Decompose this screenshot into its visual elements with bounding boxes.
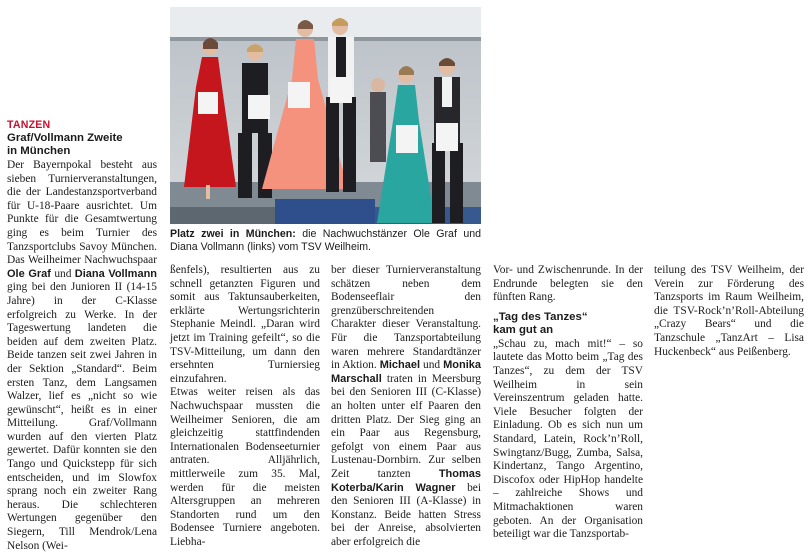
article-column-5: [654, 264, 804, 359]
article-column-2: [170, 264, 320, 549]
col2-paragraph-1: ßenfels), resultierten aus zu schnell getanzten Figuren und somit aus Taktunsauberkeiten, erklärte Wertungsrichterin Stephanie Meindl. „Daran wird jetzt im Training gefeilt“, so die TSV-Mitteilung, um dann den ersehnten Turniersieg einzufahren.: [170, 264, 320, 385]
col3-text-a: ber dieser Turnierveranstaltung schätzen neben dem Bodenseeflair den grenzüberschreitenden Charakter dieser Veranstaltung. Für die Tanzsportabteilung waren mehrere Standardtänzer in Aktion.: [331, 264, 481, 372]
headline-line-2: in München: [7, 145, 71, 157]
col3-text-d: bei den Senioren III (A-Klasse) in Konstanz. Beide hatten Stress bei der Anreise, absolvierten aber erfolgreich die: [331, 481, 481, 548]
article-column-4: [493, 264, 643, 542]
col4-paragraph-1: Vor- und Zwischenrunde. In der Endrunde belegten sie den fünften Rang.: [493, 264, 643, 304]
caption-text: die Nachwuchstänzer Ole Graf und Diana Vollmann (links) vom TSV Weilheim.: [170, 228, 481, 254]
subheadline-line-1: „Tag des Tanzes“: [493, 310, 588, 323]
name-koterba-wagner: Thomas Koterba/Karin Wagner: [331, 467, 481, 494]
col1-text-c: ging bei den Junioren II (14-15 Jahre) in der C-Klasse erfolgreich zu Werke. In der Tageswertung landeten die beiden auf dem zweiten Platz. Beide tanzen seit zwei Jahren in der Sektion „Standard“. Beim ersten Tanz, dem Langsamen Walzer, lief es „nicht so wie gewünscht“, heißt es in einer Mitteilung. Graf/Vollmann wurden auf den vierten Platz gewertet. Dafür konnten sie den Tango und Quickstepp für sich entscheiden, und im Slowfox sprang noch ein zweiter Rang heraus. Die schlechteren Wertungen gegenüber den Siegern, Till Mendrok/Lena Nelson (Wei-: [7, 281, 157, 552]
name-diana-vollmann: Diana Vollmann: [74, 267, 158, 280]
col3-paragraph: [331, 264, 481, 549]
article-column-3: [331, 264, 481, 549]
col1-text-b: und: [50, 267, 75, 280]
subheadline-line-2: kam gut an: [493, 323, 554, 336]
name-monika-marschall: Monika Marschall: [331, 359, 481, 385]
caption-bold: Platz zwei in München:: [170, 228, 296, 240]
article-kicker: TANZEN: [7, 119, 51, 131]
dancers-photo-illustration: [170, 7, 481, 224]
photo-caption: [170, 228, 481, 254]
col3-text-b: und: [420, 359, 444, 372]
headline-line-1: Graf/Vollmann Zweite: [7, 132, 123, 144]
col2-paragraph-2: Etwas weiter reisen als das Nachwuchspaar mussten die Weilheimer Senioren, die am gleichzeitig stattfindenden Internationalen Bodenseeturnier antraten. Alljährlich, mittlerweile zum 35. Mal, werden für die meisten Altersgruppen an mehreren Standorten rund um den Bodensee Turniere angeboten. Liebha-: [170, 386, 320, 548]
col1-paragraph: [7, 159, 157, 553]
col1-text-a: Der Bayernpokal besteht aus sieben Turnierveranstaltungen, die der Landestanzsportverband für U-18-Paare ausrichtet. Um Punkte für die Gesamtwertung ging es beim Turnier des Tanzsportclubs Savoy München. Das Weilheimer Nachwuchspaar: [7, 159, 157, 267]
col5-paragraph: teilung des TSV Weilheim, der Verein zur Förderung des Tanzsports im Raum Weilheim, die TSV-Rock’n’Roll-Abteilung „Crazy Bears“ und die Tanzschule „TanzArt – Lisa Huckenbeck“ aus Peißenberg.: [654, 264, 804, 358]
name-michael: Michael: [379, 359, 421, 372]
subheadline: [493, 311, 643, 337]
col3-text-c: traten in Meersburg bei den Senioren III (C-Klasse) an holten unter elf Paaren den dritten Platz. Der Sieg ging an ein Paar aus Regensburg, gefolgt von einem Paar aus Lustenau-Dornbirn. Zur selben Zeit tanzten: [331, 372, 481, 480]
col4-paragraph-2: „Schau zu, mach mit!“ – so lautete das Motto beim „Tag des Tanzes“, zu dem der TSV Weilheim in sein Vereinszentrum geladen hatte. Viele Besucher folgten der Einladung. Ob es sich nun um Standard, Latein, Rock’n’Roll, Swingtanz/Bugg, Zumba, Salsa, Kindertanz, Tango Argentino, Discofox oder HipHop handelte – zahlreiche Shows und Mitmachaktionen waren geboten. An der Organisation beteiligt war die Tanzsportab-: [493, 337, 643, 541]
article-headline: [7, 132, 157, 158]
article-column-1: [7, 119, 157, 553]
name-ole-graf: Ole Graf: [7, 267, 51, 280]
article-photo: [170, 7, 481, 224]
